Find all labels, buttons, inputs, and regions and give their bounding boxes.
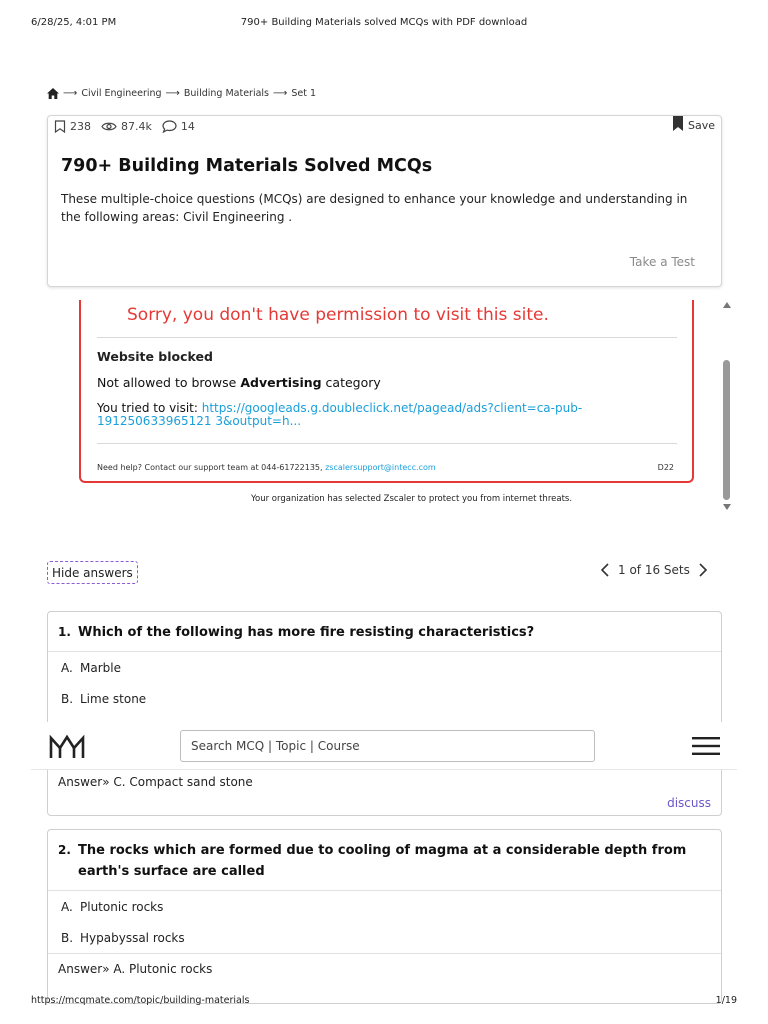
question-text: Which of the following has more fire resisting characteristics? xyxy=(78,625,535,640)
hide-answers-button[interactable]: Hide answers xyxy=(47,561,138,584)
home-icon[interactable] xyxy=(47,88,59,99)
pager-label: 1 of 16 Sets xyxy=(618,563,690,577)
print-title: 790+ Building Materials solved MCQs with PDF download xyxy=(240,17,528,28)
bookmark-icon xyxy=(54,120,66,133)
blocked-subheading: Website blocked xyxy=(97,349,213,364)
scroll-down-arrow-icon[interactable] xyxy=(723,504,731,510)
bookmark-count: 238 xyxy=(54,120,91,133)
question-number: 1. xyxy=(58,625,71,639)
search-input[interactable] xyxy=(180,730,595,762)
question-header xyxy=(48,830,721,891)
blocked-reason: Not allowed to browse Advertising category xyxy=(97,375,381,390)
topic-description: These multiple-choice questions (MCQs) are designed to enhance your knowledge and understanding in the following areas: Civil Engineering . xyxy=(61,192,688,224)
blocked-ad-frame xyxy=(79,300,694,483)
set-pager xyxy=(600,563,708,577)
option-a[interactable]: A. Plutonic rocks xyxy=(61,899,164,914)
blocked-url-link[interactable]: https://googleads.g.doubleclick.net/pagead/ads?client=ca-pub-191250633965121 3&output=h... xyxy=(97,401,583,428)
bookmark-filled-icon xyxy=(672,116,684,134)
answer-line: Answer» A. Plutonic rocks xyxy=(48,953,721,983)
print-page-number: 1/19 xyxy=(715,995,737,1006)
blocked-code: D22 xyxy=(657,463,674,472)
scroll-up-arrow-icon[interactable] xyxy=(723,302,731,308)
question-card xyxy=(47,829,722,1004)
comment-count: 14 xyxy=(162,120,195,133)
topic-stats xyxy=(54,120,195,133)
breadcrumb-set-1[interactable]: Set 1 xyxy=(291,88,317,99)
save-label: Save xyxy=(687,118,715,132)
print-header xyxy=(0,17,768,31)
blocked-help: Need help? Contact our support team at 044-61722135, zscalersupport@intecc.com xyxy=(97,463,436,472)
support-email-link[interactable]: zscalersupport@intecc.com xyxy=(325,463,436,472)
option-a[interactable]: A. Marble xyxy=(61,660,121,675)
page-title: 790+ Building Materials Solved MCQs xyxy=(61,156,433,176)
take-test-button[interactable]: Take a Test xyxy=(629,255,695,269)
option-b[interactable]: B. Lime stone xyxy=(61,691,147,706)
answer-line: Answer» C. Compact sand stone xyxy=(48,766,721,796)
chevron-left-icon[interactable] xyxy=(600,563,610,577)
topic-header-card xyxy=(47,115,722,287)
breadcrumb-building-materials[interactable]: Building Materials xyxy=(183,88,269,99)
question-number: 2. xyxy=(58,843,71,857)
zscaler-note: Your organization has selected Zscaler to protect you from internet threats. xyxy=(250,494,573,504)
blocked-url-line: You tried to visit: https://googleads.g.doubleclick.net/pagead/ads?client=ca-pub-191250633965121 3&output=h... xyxy=(97,401,583,428)
breadcrumb-separator: ⟶ xyxy=(165,88,180,99)
scrollbar-thumb[interactable] xyxy=(723,360,730,500)
blocked-heading: Sorry, you don't have permission to visit this site. xyxy=(127,305,549,325)
comment-icon xyxy=(162,120,177,133)
discuss-row xyxy=(48,796,721,816)
print-date: 6/28/25, 4:01 PM xyxy=(31,17,117,28)
option-b[interactable]: B. Hypabyssal rocks xyxy=(61,930,185,945)
question-header xyxy=(48,612,721,652)
breadcrumb-separator: ⟶ xyxy=(273,88,288,99)
discuss-link[interactable]: discuss xyxy=(667,796,711,810)
frame-scrollbar[interactable] xyxy=(721,300,733,512)
question-card xyxy=(47,611,722,816)
print-url: https://mcqmate.com/topic/building-materials xyxy=(31,995,250,1006)
sticky-header xyxy=(31,722,737,770)
breadcrumb-separator: ⟶ xyxy=(63,88,78,99)
breadcrumb xyxy=(47,88,316,99)
eye-icon xyxy=(101,121,117,132)
hamburger-menu-icon[interactable] xyxy=(692,736,720,760)
view-count: 87.4k xyxy=(101,120,152,133)
divider xyxy=(97,443,677,444)
question-text: The rocks which are formed due to cooling of magma at a considerable depth from earth's surface are called xyxy=(78,843,687,879)
chevron-right-icon[interactable] xyxy=(698,563,708,577)
breadcrumb-civil-engineering[interactable]: Civil Engineering xyxy=(81,88,162,99)
divider xyxy=(97,337,677,338)
save-button[interactable] xyxy=(672,116,715,134)
print-footer xyxy=(0,995,768,1009)
mcqmate-logo-icon[interactable] xyxy=(49,734,85,764)
